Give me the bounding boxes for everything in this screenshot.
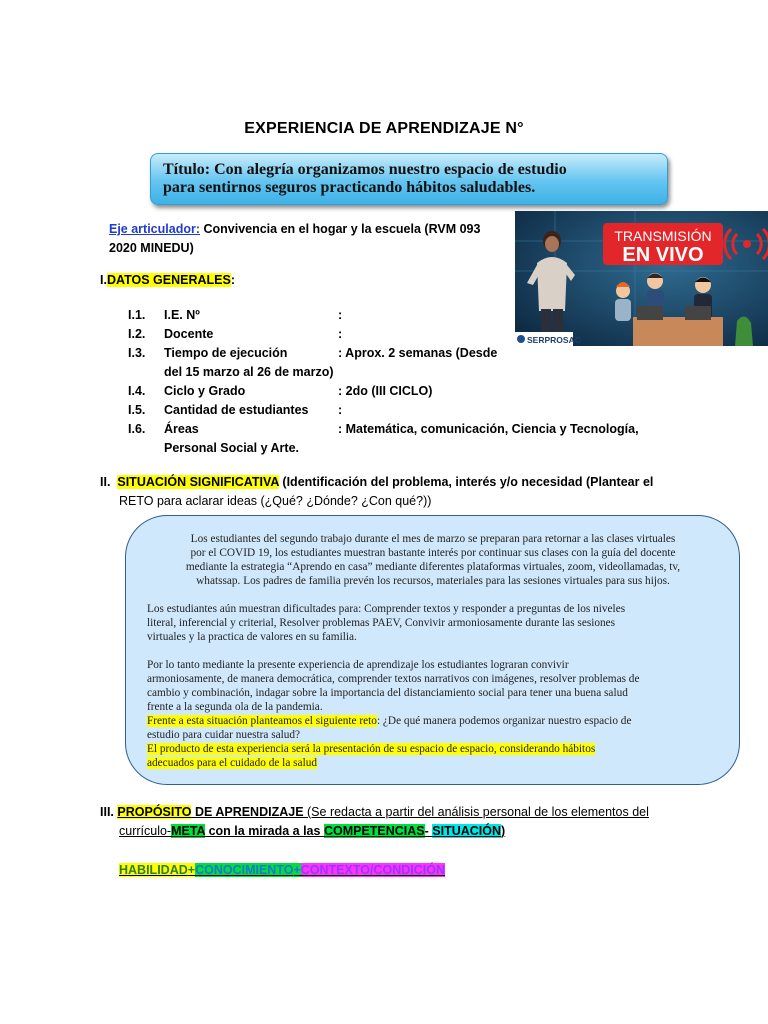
- row-value: : Matemática, comunicación, Ciencia y Tecnología,: [338, 422, 639, 436]
- producto-line-2: [147, 756, 732, 770]
- meta-highlight: META: [171, 824, 206, 838]
- row-number: I.5.: [128, 403, 146, 417]
- serprosac-logo: SERPROSAC: [527, 335, 581, 345]
- row-number: I.6.: [128, 422, 146, 436]
- page-title: EXPERIENCIA DE APRENDIZAJE N°: [244, 120, 524, 137]
- text-line: literal, inferencial y criterial, Resolver problemas PAEV, Convivir armoniosamente durante las sesiones: [147, 617, 616, 629]
- experience-title: [163, 161, 663, 197]
- eje-articulador: [109, 220, 504, 258]
- situacion-paragraph-1: [135, 532, 731, 588]
- text-part: ): [501, 824, 506, 838]
- row-value: : 2do (III CICLO): [338, 384, 433, 398]
- row-label: Áreas: [164, 422, 199, 436]
- text-line: cambio y combinación, indagar sobre la importancia del distanciamiento social para tener una buena salud: [147, 687, 628, 699]
- row-label: Docente: [164, 327, 214, 341]
- plus-sign: +: [293, 863, 301, 877]
- section-proposito: [100, 803, 649, 822]
- reto-question-cont: estudio para cuidar nuestra salud?: [147, 729, 301, 741]
- producto-text: El producto de esta experiencia será la presentación de su espacio de espacio, considerando hábitos: [147, 743, 596, 755]
- eje-value-cont: 2020 MINEDU): [109, 241, 194, 255]
- heading-part: PROPÓSITO: [117, 805, 192, 819]
- row-number: I.4.: [128, 384, 146, 398]
- heading-rest: (Se redacta a partir del análisis personal de los elementos del: [303, 805, 649, 819]
- section-number: I.: [100, 273, 107, 287]
- row-number: I.3.: [128, 346, 146, 360]
- reto-highlight: Frente a esta situación planteamos el siguiente reto: [147, 715, 377, 727]
- section-situacion-line2: RETO para aclarar ideas (¿Qué? ¿Dónde? ¿Con qué?)): [119, 494, 432, 508]
- heading-part: DE APRENDIZAJE: [191, 805, 304, 819]
- text-line: Por lo tanto mediante la presente experiencia de aprendizaje los estudiantes lograran convivir: [147, 659, 569, 671]
- section-situacion: [100, 473, 653, 492]
- row-number: I.2.: [128, 327, 146, 341]
- competencias-highlight: COMPETENCIAS: [323, 824, 425, 838]
- text-line: por el COVID 19, los estudiantes muestran bastante interés por continuar sus clases con la guía del docente: [190, 547, 676, 559]
- eje-articulador-link[interactable]: Eje articulador:: [109, 222, 200, 236]
- row-label: I.E. Nº: [164, 308, 200, 322]
- formula-line: [119, 861, 445, 880]
- section-number: II.: [100, 475, 111, 489]
- row-label: Tiempo de ejecución: [164, 346, 288, 360]
- heading-colon: :: [230, 273, 235, 287]
- text-part: -: [424, 824, 433, 838]
- row-value-cont: Personal Social y Arte.: [164, 441, 300, 455]
- text-part: con la mirada a las: [205, 824, 324, 838]
- text-part: currículo-: [119, 824, 172, 838]
- text-line: mediante la estrategia “Aprendo en casa” mediante diferentes plataformas virtuales, zoom, videollamadas, tv,: [185, 561, 681, 573]
- text-line: whatssap. Los padres de familia prevén los recursos, materiales para las sesiones virtuales para sus hijos.: [196, 575, 670, 587]
- section-heading: DATOS GENERALES: [106, 273, 231, 287]
- title-line-1: Título: Con alegría organizamos nuestro espacio de estudio: [163, 161, 567, 178]
- banner-line-1: TRANSMISIÓN: [614, 228, 712, 244]
- situacion-paragraph-3: [147, 658, 732, 770]
- banner-line-2: EN VIVO: [622, 244, 704, 266]
- row-label: Cantidad de estudiantes: [164, 403, 309, 417]
- row-value: :: [338, 308, 343, 322]
- text-line: Los estudiantes del segundo trabajo durante el mes de marzo se preparan para retornar a las clases virtuales: [190, 533, 676, 545]
- section-heading-rest: (Identificación del problema, interés y/o necesidad (Plantear el: [278, 475, 654, 489]
- banner-graphic: [515, 211, 768, 346]
- reto-line: [147, 714, 732, 728]
- section-datos-generales: [100, 271, 235, 290]
- text-line: armoniosamente, de manera democrática, comprender textos narrativos con imágenes, resolver problemas de: [147, 673, 640, 685]
- text-line: Los estudiantes aún muestran dificultades para: Comprender textos y responder a preguntas de los niveles: [147, 603, 626, 615]
- text-line: virtuales y la practica de valores en su familia.: [147, 631, 357, 643]
- situacion-paragraph-2: [147, 602, 732, 644]
- habilidad-highlight: HABILIDAD: [119, 863, 188, 877]
- section-heading: SITUACIÓN SIGNIFICATIVA: [117, 475, 279, 489]
- contexto-highlight: CONTEXTO/CONDICIÓN: [300, 863, 445, 877]
- text-line: frente a la segunda ola de la pandemia.: [147, 701, 323, 713]
- producto-text: adecuados para el cuidado de la salud: [147, 757, 318, 769]
- section-number: III.: [100, 805, 114, 819]
- conocimiento-highlight: CONOCIMIENTO: [195, 863, 294, 877]
- producto-line-1: [147, 742, 732, 756]
- row-value: : Aprox. 2 semanas (Desde: [338, 346, 498, 360]
- title-line-2: para sentirnos seguros practicando hábitos saludables.: [163, 179, 536, 196]
- row-value: :: [338, 403, 343, 417]
- section-proposito-line2: [119, 822, 505, 841]
- transmision-en-vivo-image: [515, 211, 768, 346]
- row-number: I.1.: [128, 308, 146, 322]
- section-heading: [117, 805, 649, 819]
- eje-value: Convivencia en el hogar y la escuela (RVM 093: [200, 222, 481, 236]
- situacion-highlight: SITUACIÓN: [432, 824, 502, 838]
- row-label: Ciclo y Grado: [164, 384, 246, 398]
- row-value: :: [338, 327, 343, 341]
- plus-sign: +: [187, 863, 196, 877]
- reto-question: : ¿De qué manera podemos organizar nuestro espacio de: [376, 715, 632, 727]
- row-value-cont: del 15 marzo al 26 de marzo): [164, 365, 334, 379]
